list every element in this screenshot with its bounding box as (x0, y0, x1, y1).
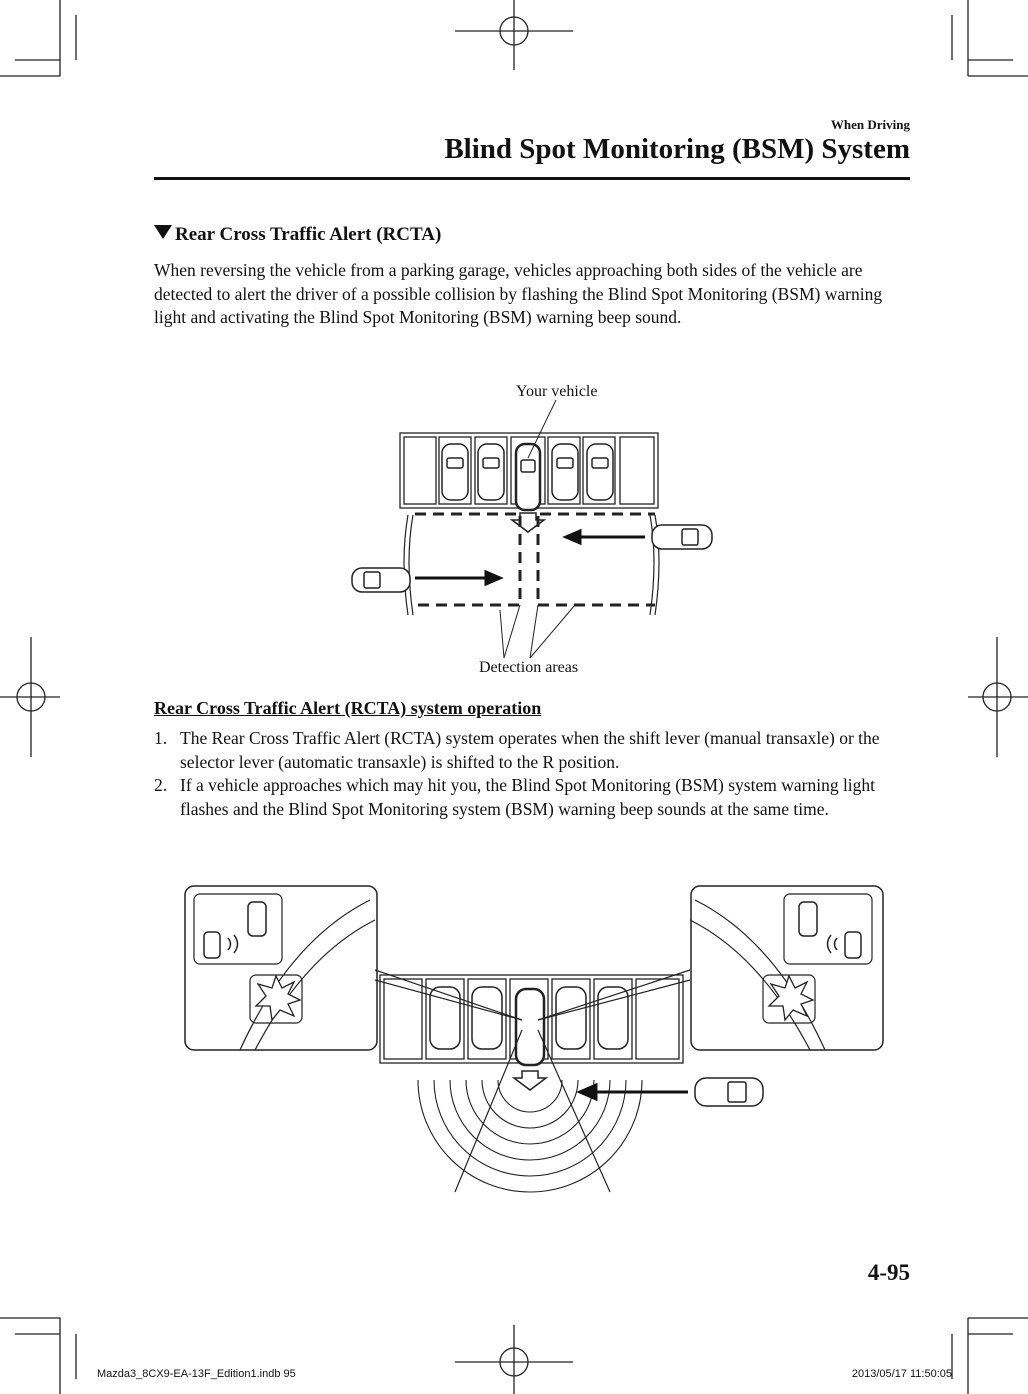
list-item (154, 727, 914, 774)
your-vehicle-label: Your vehicle (516, 383, 598, 400)
title-divider (154, 177, 910, 180)
list-item (154, 774, 914, 821)
detection-areas-figure (330, 400, 730, 660)
step-number: 1. (154, 728, 168, 748)
triangle-bullet-icon (154, 225, 172, 239)
step-number: 2. (154, 775, 168, 795)
section-label: When Driving (830, 117, 910, 132)
footer-file-name: Mazda3_8CX9-EA-13F_Edition1.indb 95 (97, 1368, 296, 1380)
subsection-heading-text: Rear Cross Traffic Alert (RCTA) (175, 224, 442, 245)
operation-heading: Rear Cross Traffic Alert (RCTA) system operation (154, 698, 542, 718)
footer-timestamp: 2013/05/17 11:50:05 (851, 1368, 952, 1380)
page-title: Blind Spot Monitoring (BSM) System (444, 133, 910, 165)
detection-areas-label: Detection areas (479, 659, 579, 676)
step-text: The Rear Cross Traffic Alert (RCTA) system operates when the shift lever (manual transaxle) or the selector lever (automatic transaxle) is shifted to the R position. (180, 728, 880, 772)
step-text: If a vehicle approaches which may hit you, the Blind Spot Monitoring (BSM) system warning light flashes and the Blind Spot Monitoring system (BSM) warning beep sounds at the same time. (180, 775, 876, 819)
subsection-heading (154, 224, 441, 246)
page-number: 4-95 (867, 1260, 910, 1285)
rcta-operation-figure (180, 880, 885, 1195)
intro-paragraph: When reversing the vehicle from a parking garage, vehicles approaching both sides of the vehicle are detected to alert the driver of a possible collision by flashing the Blind Spot Monitoring (BSM) warning light and activating the Blind Spot Monitoring (BSM) warning beep sound. (154, 260, 883, 327)
